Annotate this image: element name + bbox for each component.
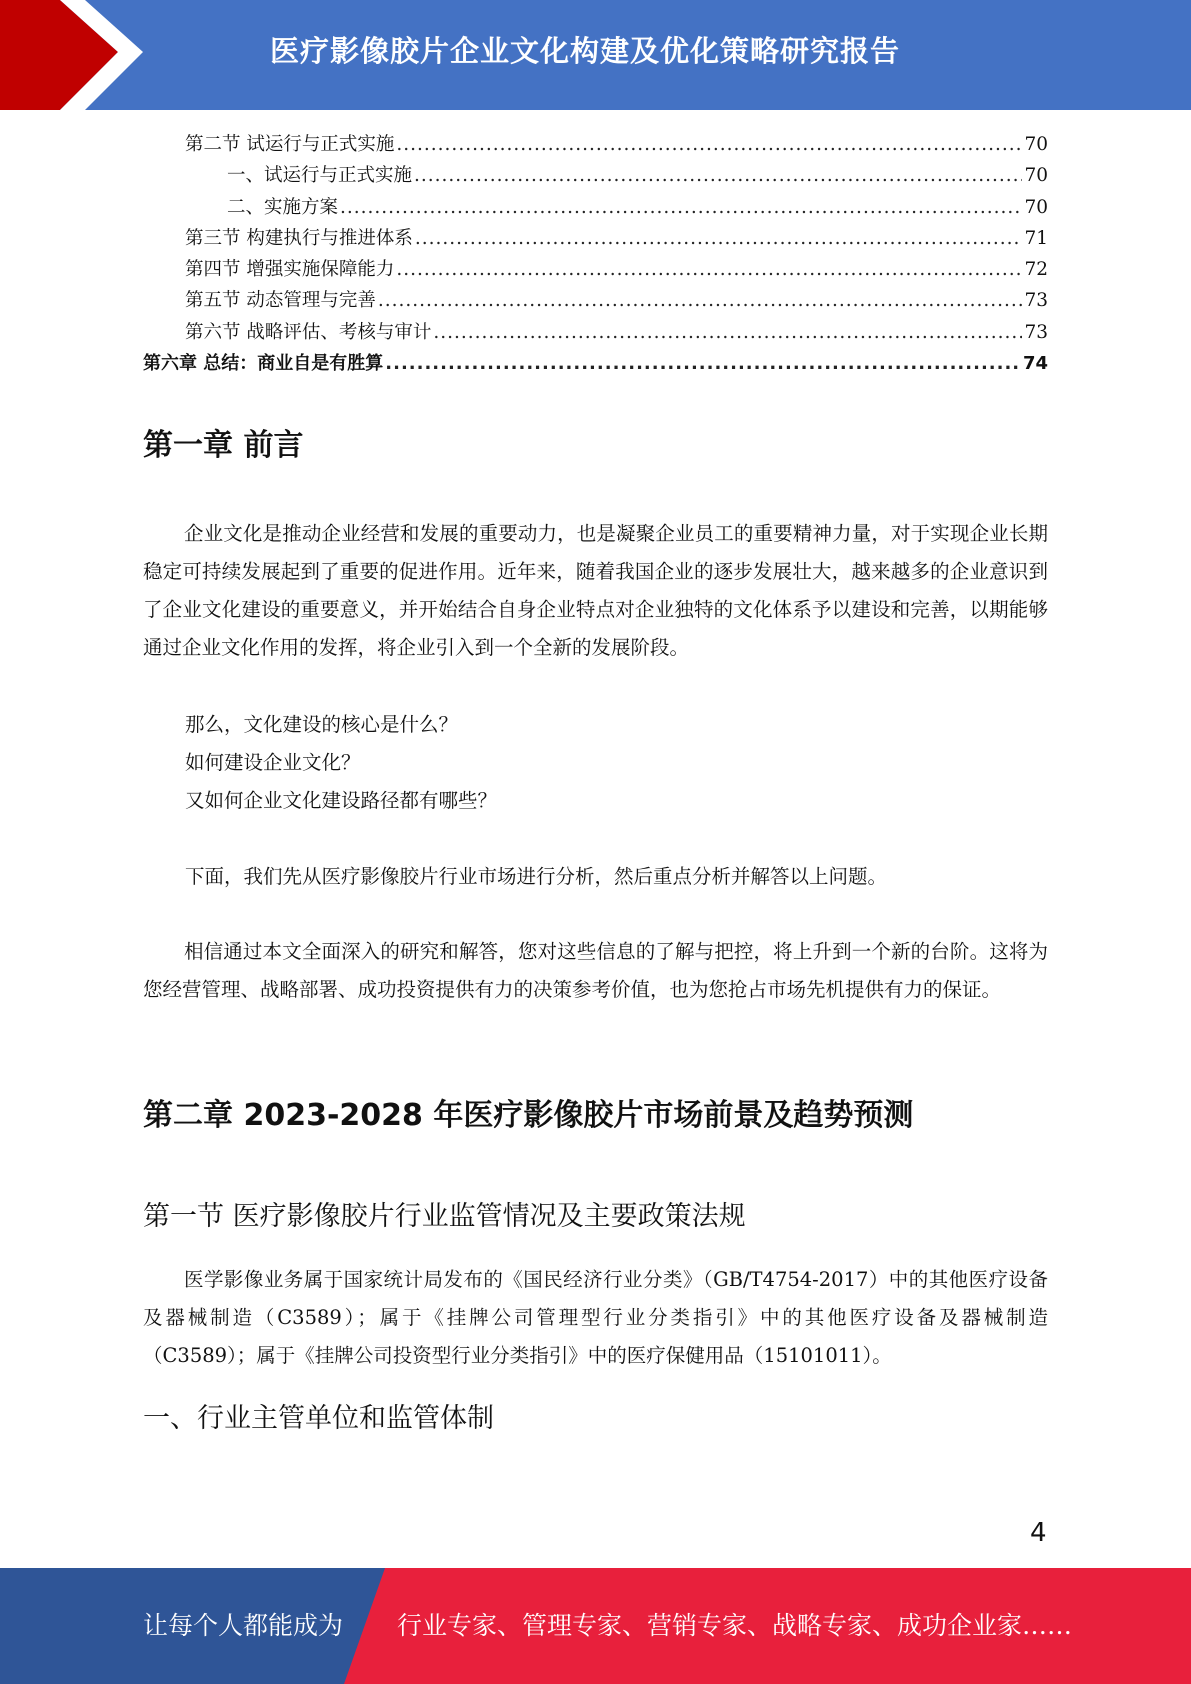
page-number: 4 <box>1030 1518 1047 1548</box>
toc-leader-dots <box>385 353 1021 374</box>
toc-entry-title: 第四节 增强实施保障能力 <box>185 259 395 281</box>
toc-entry-page: 70 <box>1024 196 1048 218</box>
question-2: 如何建设企业文化？ <box>185 751 361 774</box>
toc-entry[interactable] <box>143 161 1048 192</box>
toc-entry-title: 一、试运行与正式实施 <box>227 165 413 187</box>
toc-leader-dots <box>415 228 1023 249</box>
subsection-1-heading: 一、行业主管单位和监管体制 <box>143 1403 494 1434</box>
chapter-1-paragraph-1: 企业文化是推动企业经营和发展的重要动力，也是凝聚企业员工的重要精神力量，对于实现企业长期稳定可持续发展起到了重要的促进作用。近年来，随着我国企业的逐步发展壮大，越来越多的企业意识到了企业文化建设的重要意义，并开始结合自身企业特点对企业独特的文化体系予以建设和完善，以期能够通过企业文化作用的发挥，将企业引入到一个全新的发展阶段。 <box>143 522 1048 659</box>
toc-entry-page: 73 <box>1024 290 1048 312</box>
report-title: 医疗影像胶片企业文化构建及优化策略研究报告 <box>270 34 901 68</box>
toc-entry[interactable] <box>143 318 1048 349</box>
header-banner <box>0 0 1191 110</box>
toc-entry-page: 73 <box>1024 321 1048 343</box>
chapter-1-paragraph-3: 相信通过本文全面深入的研究和解答，您对这些信息的了解与把控，将上升到一个新的台阶。这将为您经营管理、战略部署、成功投资提供有力的决策参考价值，也为您抢占市场先机提供有力的保证。 <box>143 940 1048 1001</box>
question-1: 那么，文化建设的核心是什么？ <box>185 713 459 736</box>
toc-entry-title: 第二节 试运行与正式实施 <box>185 134 395 155</box>
footer-slogan-right: 行业专家、管理专家、营销专家、战略专家、成功企业家…… <box>397 1611 1073 1640</box>
toc-entry-page: 70 <box>1024 165 1048 187</box>
toc-entry[interactable] <box>143 255 1048 286</box>
toc-leader-dots <box>433 322 1022 343</box>
question-3: 又如何企业文化建设路径都有哪些？ <box>185 789 498 812</box>
red-chevron-icon <box>0 0 150 110</box>
toc-leader-dots <box>340 197 1022 218</box>
toc-entry-title: 第六章 总结：商业自是有胜算 <box>143 353 384 375</box>
toc-entry[interactable] <box>143 130 1048 161</box>
chapter-1-heading: 第一章 前言 <box>143 428 304 463</box>
toc-leader-dots <box>396 259 1022 280</box>
toc-chapter-entry[interactable] <box>143 349 1048 380</box>
toc-entry-page: 72 <box>1024 259 1048 281</box>
toc-entry[interactable] <box>143 193 1048 224</box>
toc-entry[interactable] <box>143 224 1048 255</box>
toc-entry-title: 第三节 构建执行与推进体系 <box>185 227 413 249</box>
toc-entry-title: 二、实施方案 <box>227 196 339 218</box>
toc-entry-page: 74 <box>1022 353 1048 375</box>
toc-entry-title: 第五节 动态管理与完善 <box>185 290 376 312</box>
toc-entry-page: 70 <box>1024 134 1048 155</box>
toc-leader-dots <box>414 165 1022 186</box>
table-of-contents <box>143 130 1048 380</box>
footer-slogan-left: 让每个人都能成为 <box>143 1611 344 1640</box>
toc-leader-dots <box>396 134 1022 155</box>
chapter-2-heading: 第二章 2023-2028 年医疗影像胶片市场前景及趋势预测 <box>143 1098 914 1133</box>
toc-entry[interactable] <box>143 286 1048 317</box>
toc-entry-title: 第六节 战略评估、考核与审计 <box>185 321 432 343</box>
toc-entry-page: 71 <box>1024 227 1048 249</box>
footer-banner <box>0 1568 1191 1684</box>
section-1-paragraph: 医学影像业务属于国家统计局发布的《国民经济行业分类》（GB/T4754-2017）中的其他医疗设备及器械制造（C3589）；属于《挂牌公司管理型行业分类指引》中的其他医疗设备及器械制造（C3589）；属于《挂牌公司投资型行业分类指引》中的医疗保健用品（15101011）。 <box>143 1268 1048 1367</box>
section-1-heading: 第一节 医疗影像胶片行业监管情况及主要政策法规 <box>143 1201 746 1232</box>
toc-leader-dots <box>378 290 1023 311</box>
chapter-1-paragraph-2: 下面，我们先从医疗影像胶片行业市场进行分析，然后重点分析并解答以上问题。 <box>185 865 888 888</box>
